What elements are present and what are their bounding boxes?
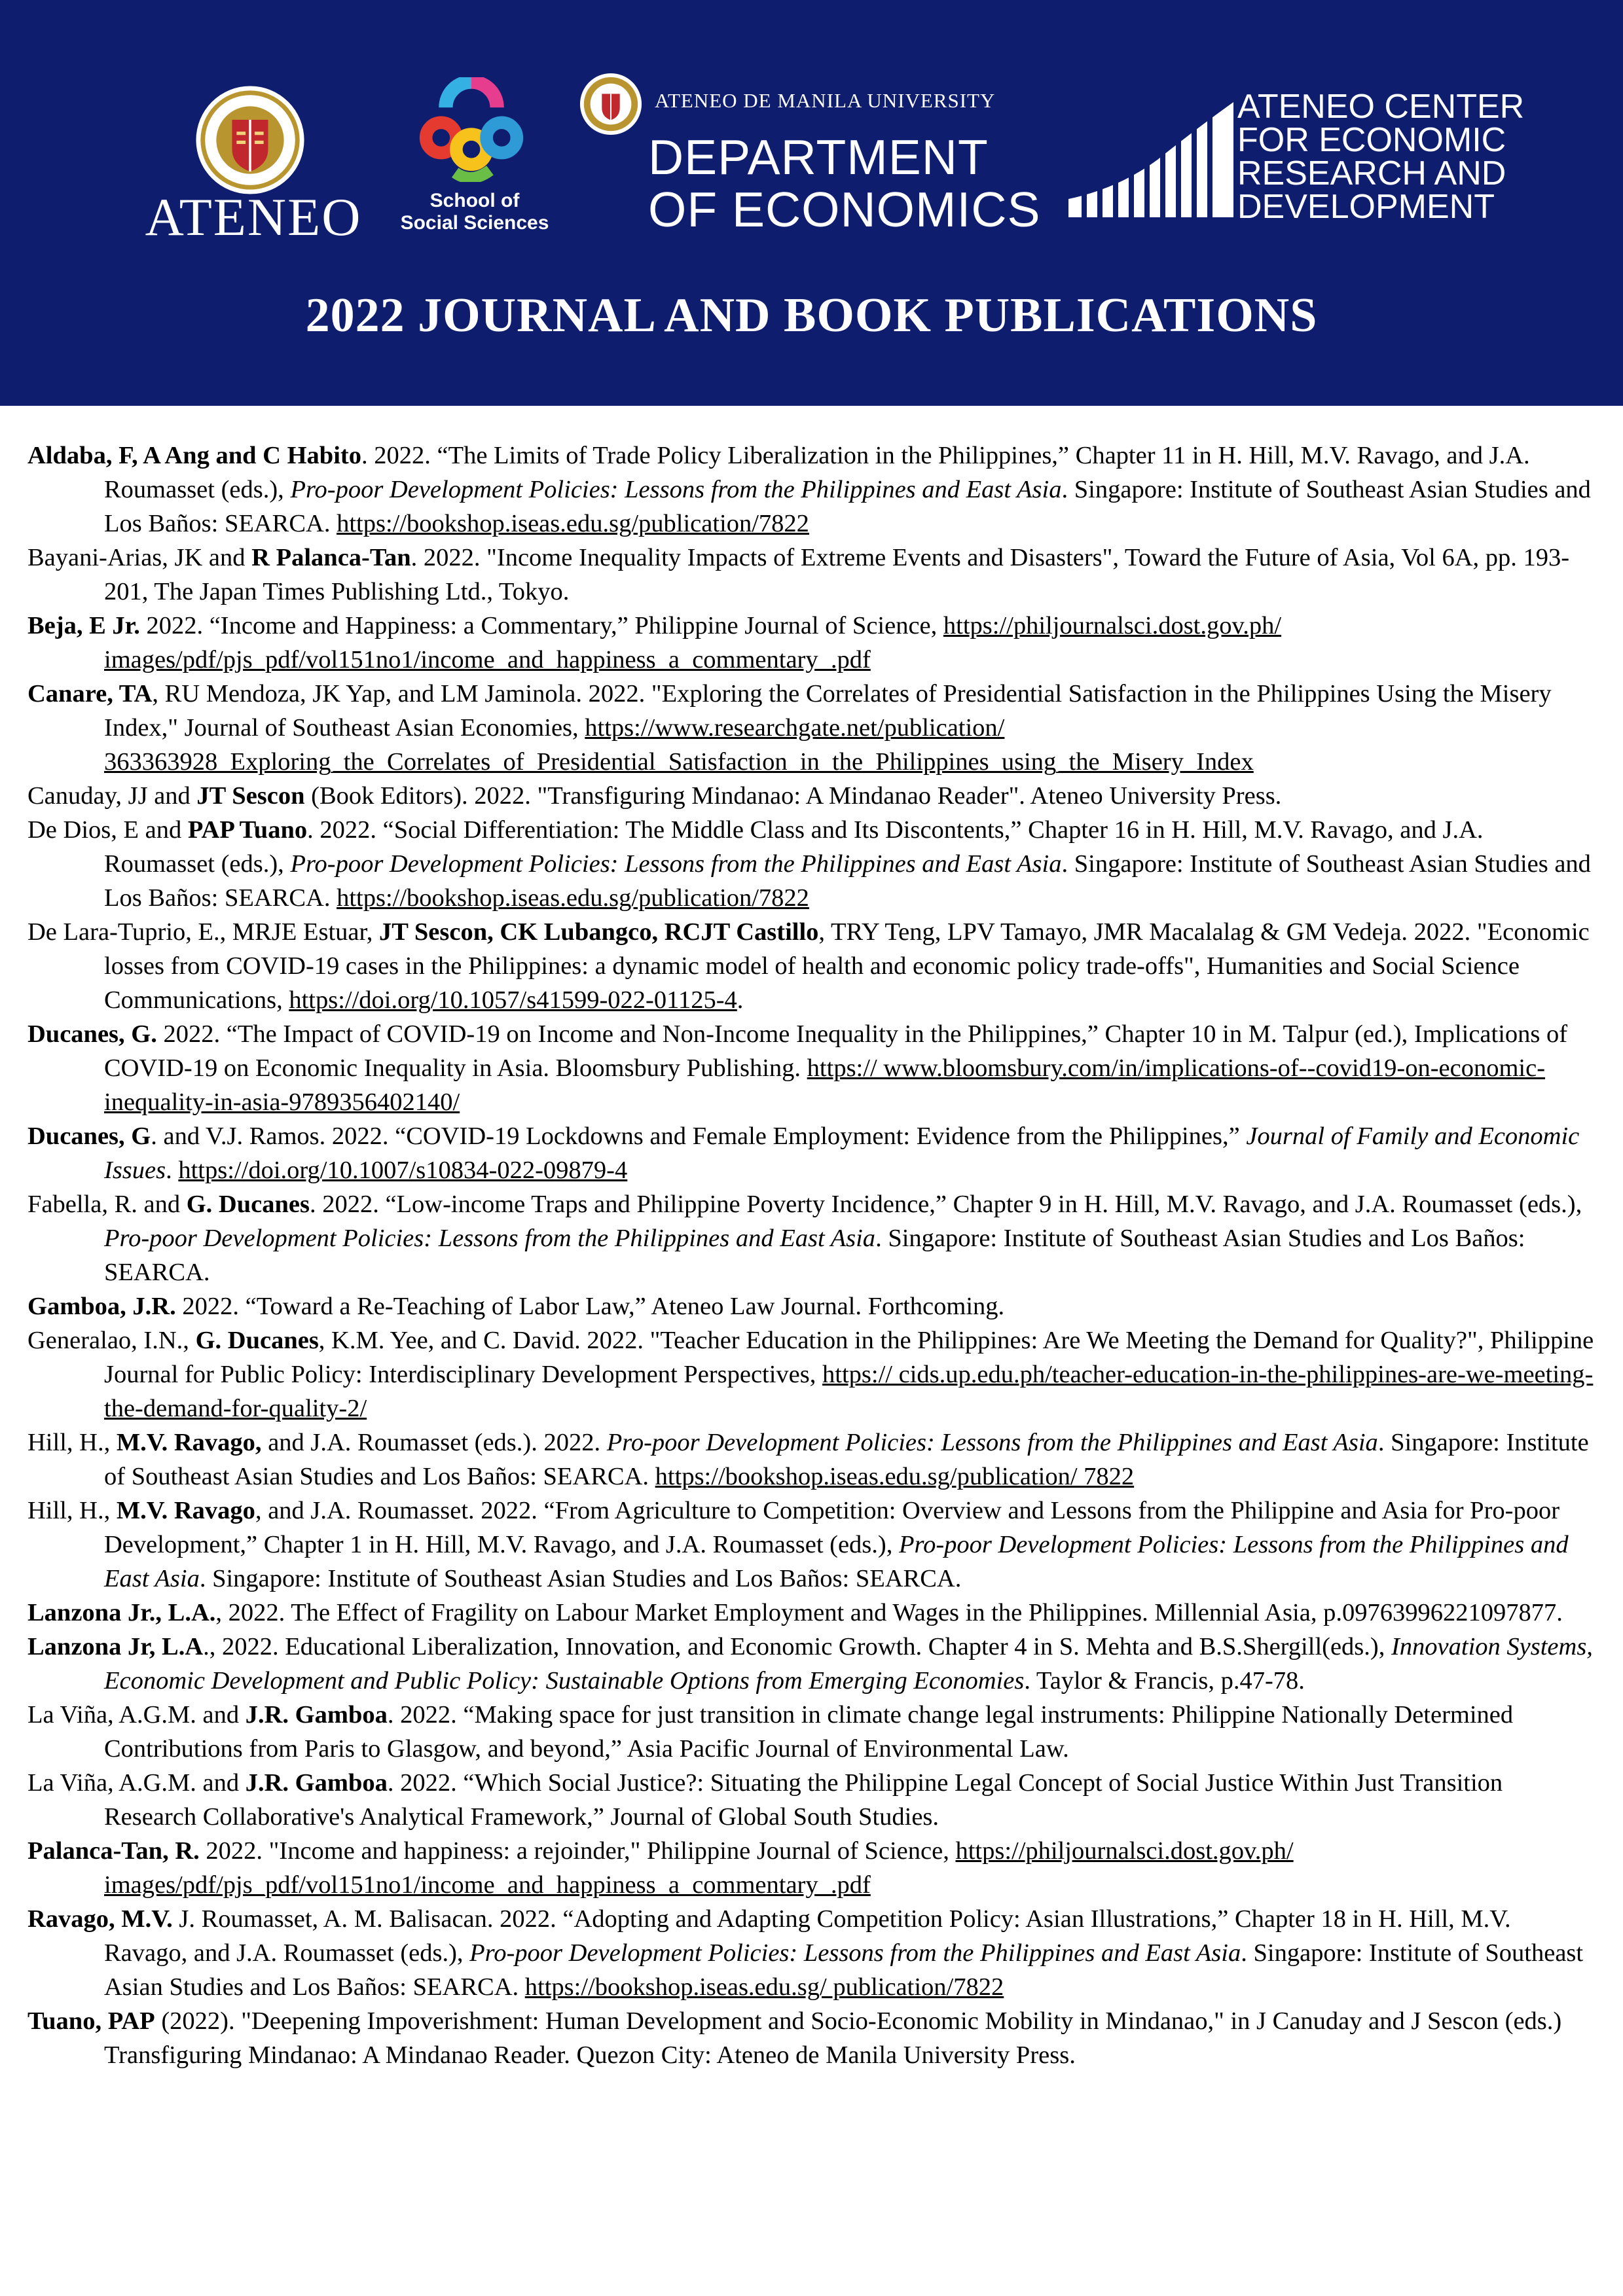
citation-text: (Book Editors). 2022. "Transfiguring Mindanao: A Mindanao Reader". Ateneo University Press. xyxy=(304,782,1282,810)
citation-text: Fabella, R. and xyxy=(27,1191,187,1218)
author-name: Palanca-Tan, R. xyxy=(27,1837,200,1865)
department-name xyxy=(648,131,1041,236)
publication-list xyxy=(27,439,1599,2072)
center-line-1: ATENEO CENTER xyxy=(1237,88,1525,126)
publication-entry xyxy=(27,1017,1599,1119)
citation-text: La Viña, A.G.M. and xyxy=(27,1769,246,1797)
center-name xyxy=(1237,90,1524,224)
university-seal-icon xyxy=(579,72,643,136)
publication-entry xyxy=(27,1630,1599,1698)
citation-text: La Viña, A.G.M. and xyxy=(27,1701,246,1729)
publication-link[interactable]: https://philjournalsci.dost.gov.ph/ images/pdf/pjs_pdf/vol151no1/income_and_happiness_a_commentary_.pdf xyxy=(104,1837,1294,1899)
publication-link[interactable]: https:// www.bloomsbury.com/in/implications-of--covid19-on-economic-inequality-in-asia-9789356402140/ xyxy=(104,1054,1546,1116)
publication-title: Pro-poor Development Policies: Lessons from the Philippines and East Asia xyxy=(469,1939,1241,1967)
citation-text: . 2022. “Social Differentiation: The Middle Class and Its Discontents,” Chapter 16 in H. Hill, M.V. Ravago, and J.A. Roumasset (eds.), xyxy=(104,816,1484,878)
publication-entry xyxy=(27,1698,1599,1766)
citation-text: Canuday, JJ and xyxy=(27,782,197,810)
publication-link[interactable]: https://www.researchgate.net/publication/ 363363928_Exploring_the_Correlates_of_Presidential_Satisfaction_in_the_Philippines_using_the_Misery_Index xyxy=(104,714,1254,776)
school-logo-line-2: Social Sciences xyxy=(400,212,549,234)
university-name: ATENEO DE MANILA UNIVERSITY xyxy=(655,89,996,112)
publication-entry xyxy=(27,439,1599,541)
publication-entry xyxy=(27,677,1599,779)
citation-text: . Singapore: Institute of Southeast Asian Studies and Los Baños: SEARCA. xyxy=(104,1429,1589,1490)
center-line-3: RESEARCH AND xyxy=(1237,154,1506,192)
author-name: M.V. Ravago xyxy=(116,1497,255,1524)
citation-text: 2022. "Income and happiness: a rejoinder," Philippine Journal of Science, xyxy=(199,1837,956,1865)
publication-title: Journal of Family and Economic Issues xyxy=(104,1122,1580,1184)
publication-link[interactable]: https://bookshop.iseas.edu.sg/ publication/7822 xyxy=(524,1973,1004,2001)
ateneo-logo-text: ATENEO xyxy=(145,187,362,247)
author-name: JT Sescon xyxy=(196,782,305,810)
publication-title: Pro-poor Development Policies: Lessons from the Philippines and East Asia xyxy=(290,476,1062,503)
author-name: R Palanca-Tan xyxy=(251,544,411,571)
publication-entry xyxy=(27,1119,1599,1187)
citation-text: . and V.J. Ramos. 2022. “COVID-19 Lockdowns and Female Employment: Evidence from the Philippines,” xyxy=(151,1122,1247,1150)
department-line-2: OF ECONOMICS xyxy=(648,182,1041,237)
author-name: Aldaba, F, A Ang and C Habito xyxy=(27,442,361,469)
citation-text: . Singapore: Institute of Southeast Asian Studies and Los Baños: SEARCA. xyxy=(104,850,1591,912)
publication-entry xyxy=(27,1426,1599,1494)
citation-text: , and J.A. Roumasset. 2022. “From Agriculture to Competition: Overview and Lessons from the Philippine and Asia for Pro-poor Development,” Chapter 1 in H. Hill, M.V. Ravago, and J.A. Roumasset (eds.), xyxy=(104,1497,1560,1558)
citation-text: . 2022. “Making space for just transition in climate change legal instruments: Philippine Nationally Determined Contributions from Paris to Glasgow, and beyond,” Asia Pacific Journal of Environmental Law. xyxy=(104,1701,1514,1763)
header-banner xyxy=(0,0,1623,406)
publication-entry xyxy=(27,1834,1599,1902)
publication-entry xyxy=(27,1323,1599,1426)
citation-text: Hill, H., xyxy=(27,1429,117,1456)
citation-text: . 2022. “The Limits of Trade Policy Liberalization in the Philippines,” Chapter 11 in H. Hill, M.V. Ravago, and J.A. Roumasset (eds.), xyxy=(104,442,1530,503)
citation-text: , TRY Teng, LPV Tamayo, JMR Macalalag & GM Vedeja. 2022. "Economic losses from COVID-19 cases in the Philippines: a dynamic model of health and economic policy trade-offs", Humanities and Social Science Communications, xyxy=(104,918,1590,1014)
citation-text: , K.M. Yee, and C. David. 2022. "Teacher Education in the Philippines: Are We Meeting the Demand for Quality?", Philippine Journal for Public Policy: Interdisciplinary Development Perspectives, xyxy=(104,1327,1594,1388)
citation-text: J. Roumasset, A. M. Balisacan. 2022. “Adopting and Adapting Competition Policy: Asian Illustrations,” Chapter 18 in H. Hill, M.V. Ravago, and J.A. Roumasset (eds.), xyxy=(104,1905,1511,1967)
citation-text: , RU Mendoza, JK Yap, and LM Jaminola. 2022. "Exploring the Correlates of Presidential Satisfaction in the Philippines Using the Misery Index," Journal of Southeast Asian Economies, xyxy=(104,680,1552,742)
citation-text: . xyxy=(166,1157,179,1184)
author-name: G. Ducanes xyxy=(195,1327,319,1354)
citation-text: . Taylor & Francis, p.47-78. xyxy=(1024,1667,1305,1695)
publication-title: Innovation Systems, Economic Development and Public Policy: Sustainable Options from Emerging Economies xyxy=(104,1633,1593,1695)
citation-text: . Singapore: Institute of Southeast Asian Studies and Los Baños: SEARCA. xyxy=(104,1225,1525,1286)
center-line-4: DEVELOPMENT xyxy=(1237,188,1495,226)
publication-entry xyxy=(27,1596,1599,1630)
publication-title: Pro-poor Development Policies: Lessons from the Philippines and East Asia xyxy=(606,1429,1378,1456)
publication-title: Pro-poor Development Policies: Lessons from the Philippines and East Asia xyxy=(290,850,1062,878)
publication-entry xyxy=(27,609,1599,677)
publication-entry xyxy=(27,915,1599,1017)
school-logo-line-1: School of xyxy=(429,190,520,211)
author-name: J.R. Gamboa xyxy=(245,1769,388,1797)
citation-text: Bayani-Arias, JK and xyxy=(27,544,252,571)
growth-chart-icon xyxy=(1066,97,1236,221)
page-title: 2022 JOURNAL AND BOOK PUBLICATIONS xyxy=(305,289,1318,342)
author-name: Ravago, M.V. xyxy=(27,1905,173,1933)
publication-link[interactable]: https://doi.org/10.1057/s41599-022-01125-4 xyxy=(289,986,737,1014)
publication-entry xyxy=(27,1494,1599,1596)
publication-entry xyxy=(27,1766,1599,1834)
citation-text: . Singapore: Institute of Southeast Asian Studies and Los Baños: SEARCA. xyxy=(199,1565,962,1592)
publication-link[interactable]: https://philjournalsci.dost.gov.ph/ images/pdf/pjs_pdf/vol151no1/income_and_happiness_a_commentary_.pdf xyxy=(104,612,1282,673)
author-name: Canare, TA xyxy=(27,680,153,708)
author-name: J.R. Gamboa xyxy=(245,1701,388,1729)
citation-text: . xyxy=(737,986,744,1014)
citation-text: . Singapore: Institute of Southeast Asian Studies and Los Baños: SEARCA. xyxy=(104,1939,1584,2001)
publication-title: Pro-poor Development Policies: Lessons from the Philippines and East Asia xyxy=(104,1531,1569,1592)
publication-link[interactable]: https://bookshop.iseas.edu.sg/publication/ 7822 xyxy=(655,1463,1135,1490)
publication-entry xyxy=(27,779,1599,813)
publication-entry xyxy=(27,1187,1599,1289)
citation-text: . 2022. “Low-income Traps and Philippine Poverty Incidence,” Chapter 9 in H. Hill, M.V. Ravago, and J.A. Roumasset (eds.), xyxy=(309,1191,1582,1218)
publication-link[interactable]: https://bookshop.iseas.edu.sg/publication/7822 xyxy=(337,884,809,912)
author-name: PAP Tuano xyxy=(187,816,308,844)
center-line-2: FOR ECONOMIC xyxy=(1237,121,1506,159)
citation-text: De Dios, E and xyxy=(27,816,188,844)
author-name: M.V. Ravago, xyxy=(116,1429,262,1456)
publication-entry xyxy=(27,541,1599,609)
citation-text: . 2022. "Income Inequality Impacts of Extreme Events and Disasters", Toward the Future of Asia, Vol 6A, pp. 193-201, The Japan Times Publishing Ltd., Tokyo. xyxy=(104,544,1570,605)
citation-text: Generalao, I.N., xyxy=(27,1327,196,1354)
publication-link[interactable]: https://doi.org/10.1007/s10834-022-09879-4 xyxy=(178,1157,628,1184)
citation-text: , 2022. The Effect of Fragility on Labour Market Employment and Wages in the Philippines. Millennial Asia, p.09763996221097877. xyxy=(215,1599,1563,1626)
citation-text: De Lara-Tuprio, E., MRJE Estuar, xyxy=(27,918,380,946)
publication-entry xyxy=(27,813,1599,915)
school-of-social-sciences-logo-icon xyxy=(412,77,530,182)
ateneo-seal-icon xyxy=(194,84,306,196)
citation-text: (2022). "Deepening Impoverishment: Human Development and Socio-Economic Mobility in Mindanao," in J Canuday and J Sescon (eds.) Transfiguring Mindanao: A Mindanao Reader. Quezon City: Ateneo de Manila University Press. xyxy=(104,2007,1562,2069)
author-name: Ducanes, G. xyxy=(27,1020,157,1048)
citation-text: 2022. “The Impact of COVID-19 on Income and Non-Income Inequality in the Philippines,” Chapter 10 in M. Talpur (ed.), Implications of COVID-19 on Economic Inequality in Asia. Bloomsbury Publishing. xyxy=(104,1020,1568,1082)
author-name: Gamboa, J.R. xyxy=(27,1293,176,1320)
citation-text: Hill, H., xyxy=(27,1497,117,1524)
department-line-1: DEPARTMENT xyxy=(648,130,989,185)
publication-entry xyxy=(27,2004,1599,2072)
citation-text: . Singapore: Institute of Southeast Asian Studies and Los Baños: SEARCA. xyxy=(104,476,1591,537)
author-name: JT Sescon, CK Lubangco, RCJT Castillo xyxy=(379,918,819,946)
citation-text: and J.A. Roumasset (eds.). 2022. xyxy=(261,1429,607,1456)
author-name: Tuano, PAP xyxy=(27,2007,155,2035)
citation-text: . 2022. “Which Social Justice?: Situating the Philippine Legal Concept of Social Justice Within Just Transition Research Collaborative's Analytical Framework,” Journal of Global South Studies. xyxy=(104,1769,1503,1831)
citation-text: 2022. “Income and Happiness: a Commentary,” Philippine Journal of Science, xyxy=(139,612,943,639)
citation-text: 2022. “Toward a Re-Teaching of Labor Law,” Ateneo Law Journal. Forthcoming. xyxy=(175,1293,1005,1320)
publication-entry xyxy=(27,1289,1599,1323)
author-name: Lanzona Jr., L.A. xyxy=(27,1599,216,1626)
citation-text: ., 2022. Educational Liberalization, Innovation, and Economic Growth. Chapter 4 in S. Mehta and B.S.Shergill(eds.), xyxy=(203,1633,1391,1660)
author-name: Ducanes, G xyxy=(27,1122,151,1150)
publication-link[interactable]: https:// cids.up.edu.ph/teacher-education-in-the-philippines-are-we-meeting-the-demand-for-quality-2/ xyxy=(104,1361,1594,1422)
publication-link[interactable]: https://bookshop.iseas.edu.sg/publication/7822 xyxy=(337,510,809,537)
publication-title: Pro-poor Development Policies: Lessons from the Philippines and East Asia xyxy=(104,1225,876,1252)
school-logo-text xyxy=(393,190,556,234)
author-name: Lanzona Jr, L.A xyxy=(27,1633,204,1660)
publication-entry xyxy=(27,1902,1599,2004)
author-name: Beja, E Jr. xyxy=(27,612,140,639)
author-name: G. Ducanes xyxy=(186,1191,310,1218)
